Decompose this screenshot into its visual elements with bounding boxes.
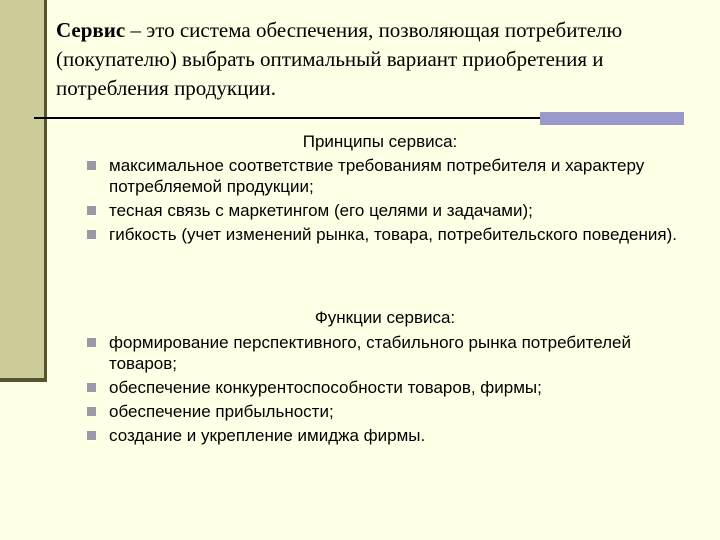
title-divider xyxy=(34,117,540,119)
principles-list xyxy=(83,155,683,248)
list-item xyxy=(83,200,683,221)
accent-bar xyxy=(540,112,684,125)
list-item-text: обеспечение конкурентоспособности товаров, фирмы; xyxy=(109,378,542,397)
list-item-text: тесная связь с маркетингом (его целями и задачами); xyxy=(109,201,533,220)
square-bullet-icon xyxy=(87,338,96,347)
left-bar-edge xyxy=(44,0,47,381)
square-bullet-icon xyxy=(87,407,96,416)
square-bullet-icon xyxy=(87,161,96,170)
square-bullet-icon xyxy=(87,383,96,392)
list-item xyxy=(83,377,683,398)
slide-heading xyxy=(56,16,706,103)
heading-definition: – это система обеспечения, позволяющая потребителю (покупателю) выбрать оптимальный вариант приобретения и потребления продукции. xyxy=(56,18,623,100)
list-item xyxy=(83,224,683,245)
list-item-text: гибкость (учет изменений рынка, товара, потребительского поведения). xyxy=(109,225,677,244)
list-item-text: создание и укрепление имиджа фирмы. xyxy=(109,426,426,445)
list-item xyxy=(83,332,683,374)
principles-title: Принципы сервиса: xyxy=(302,132,458,151)
left-bar-bottom-edge xyxy=(0,378,47,382)
list-item-text: максимальное соответствие требованиям потребителя и характеру потребляемой продукции; xyxy=(109,156,645,196)
heading-term: Сервис xyxy=(56,18,126,42)
list-item-text: формирование перспективного, стабильного рынка потребителей товаров; xyxy=(109,333,631,373)
functions-list xyxy=(83,332,683,449)
functions-title: Функции сервиса: xyxy=(314,308,456,327)
left-decorative-bar xyxy=(0,0,44,381)
list-item xyxy=(83,155,683,197)
square-bullet-icon xyxy=(87,431,96,440)
list-item xyxy=(83,401,683,422)
list-item xyxy=(83,425,683,446)
list-item-text: обеспечение прибыльности; xyxy=(109,402,334,421)
square-bullet-icon xyxy=(87,230,96,239)
square-bullet-icon xyxy=(87,206,96,215)
